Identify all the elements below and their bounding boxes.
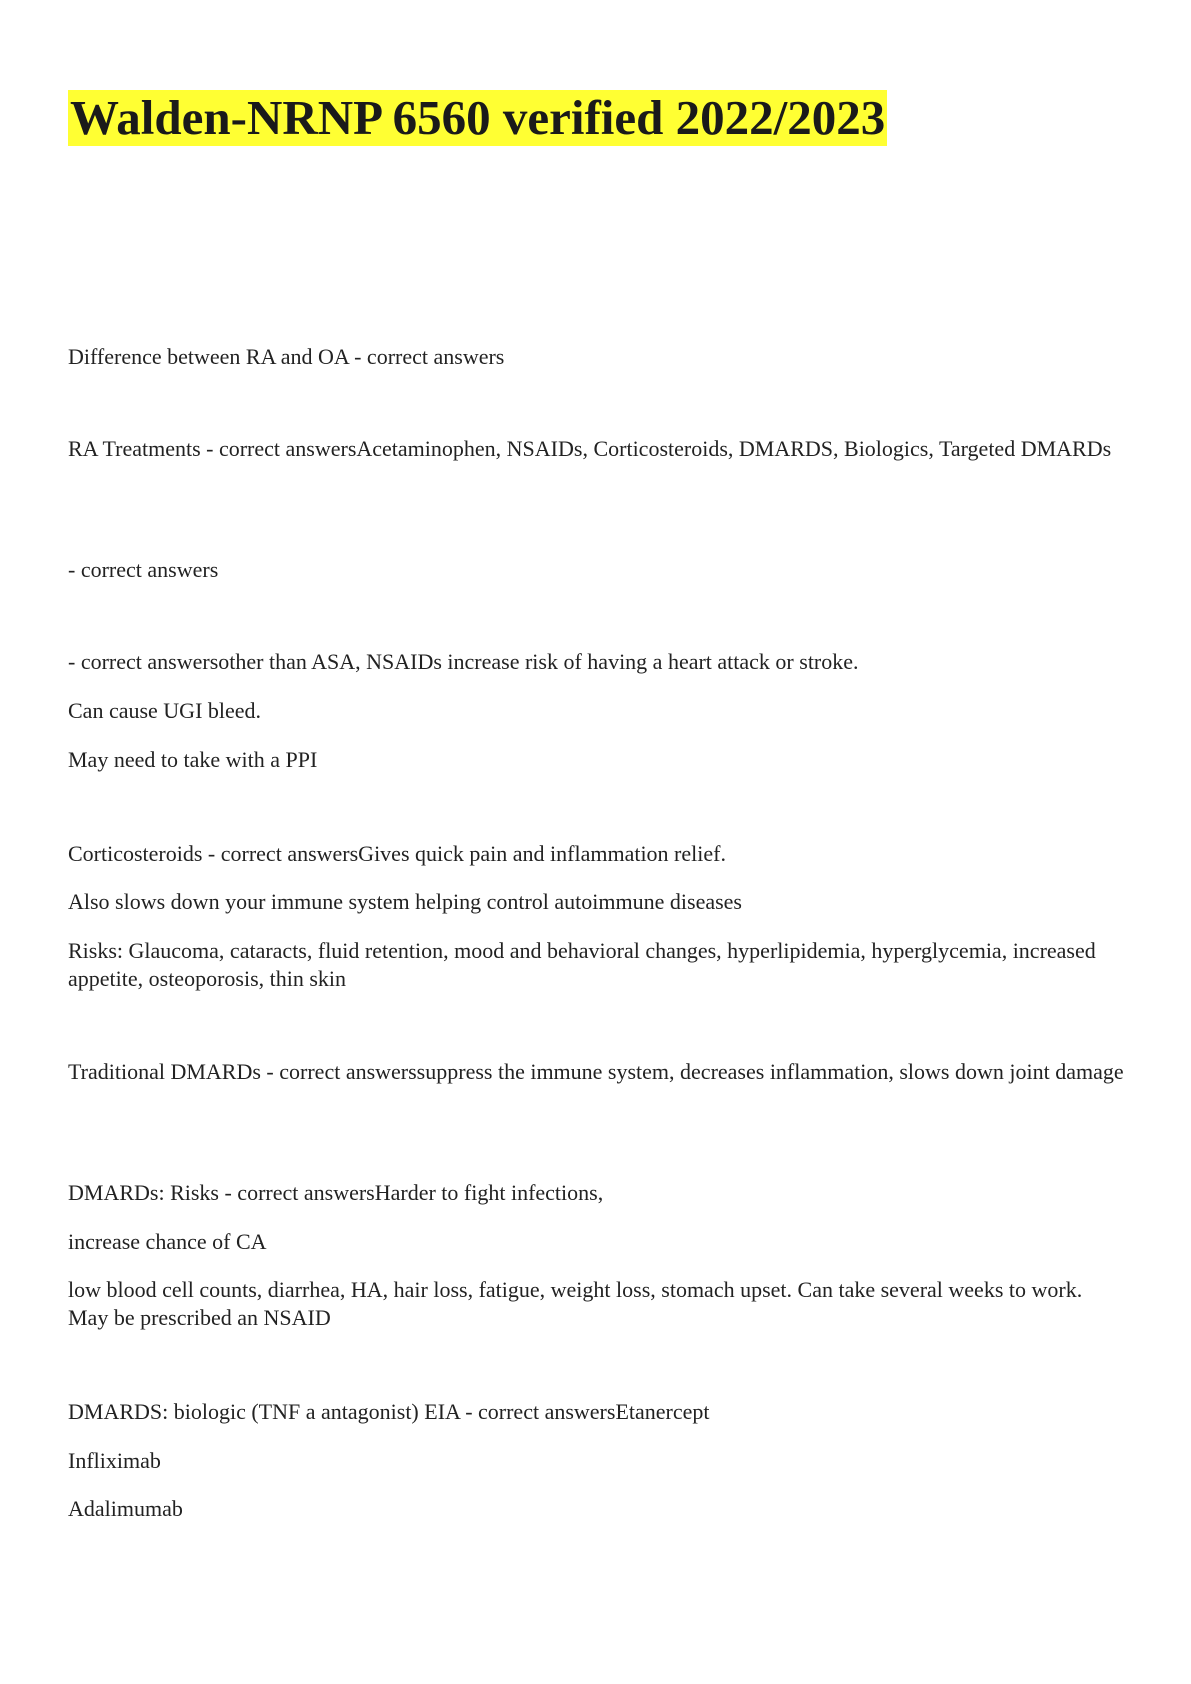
qa-nsaids-ugi-bleed: Can cause UGI bleed. <box>68 698 262 723</box>
qa-corticosteroids-risks: Risks: Glaucoma, cataracts, fluid retention, mood and behavioral changes, hyperlipidemia, hyperglycemia, increased appetite, osteoporosis, thin skin <box>68 938 1096 991</box>
qa-dmards-risks: DMARDs: Risks - correct answersHarder to fight infections, <box>68 1180 604 1205</box>
qa-ra-vs-oa: Difference between RA and OA - correct answers <box>68 344 505 369</box>
qa-blank-answer: - correct answers <box>68 557 219 582</box>
qa-corticosteroids-immune: Also slows down your immune system helping control autoimmune diseases <box>68 889 742 914</box>
qa-ra-treatments: RA Treatments - correct answersAcetaminophen, NSAIDs, Corticosteroids, DMARDS, Biologics, Targeted DMARDs <box>68 436 1112 461</box>
qa-adalimumab: Adalimumab <box>68 1496 183 1521</box>
qa-nsaids-risk: - correct answersother than ASA, NSAIDs increase risk of having a heart attack or stroke. <box>68 649 859 674</box>
qa-nsaids-ppi: May need to take with a PPI <box>68 747 318 772</box>
qa-dmards-ca: increase chance of CA <box>68 1229 267 1254</box>
qa-dmards-biologic: DMARDS: biologic (TNF a antagonist) EIA - correct answersEtanercept <box>68 1399 710 1424</box>
qa-dmards-side-effects: low blood cell counts, diarrhea, HA, hair loss, fatigue, weight loss, stomach upset. Can take several weeks to work. May be prescribed an NSAID <box>68 1277 1083 1330</box>
qa-traditional-dmards: Traditional DMARDs - correct answerssuppress the immune system, decreases inflammation, slows down joint damage <box>68 1059 1124 1084</box>
qa-corticosteroids: Corticosteroids - correct answersGives quick pain and inflammation relief. <box>68 841 726 866</box>
document-title: Walden-NRNP 6560 verified 2022/2023 <box>70 90 886 145</box>
qa-infliximab: Infliximab <box>68 1448 161 1473</box>
